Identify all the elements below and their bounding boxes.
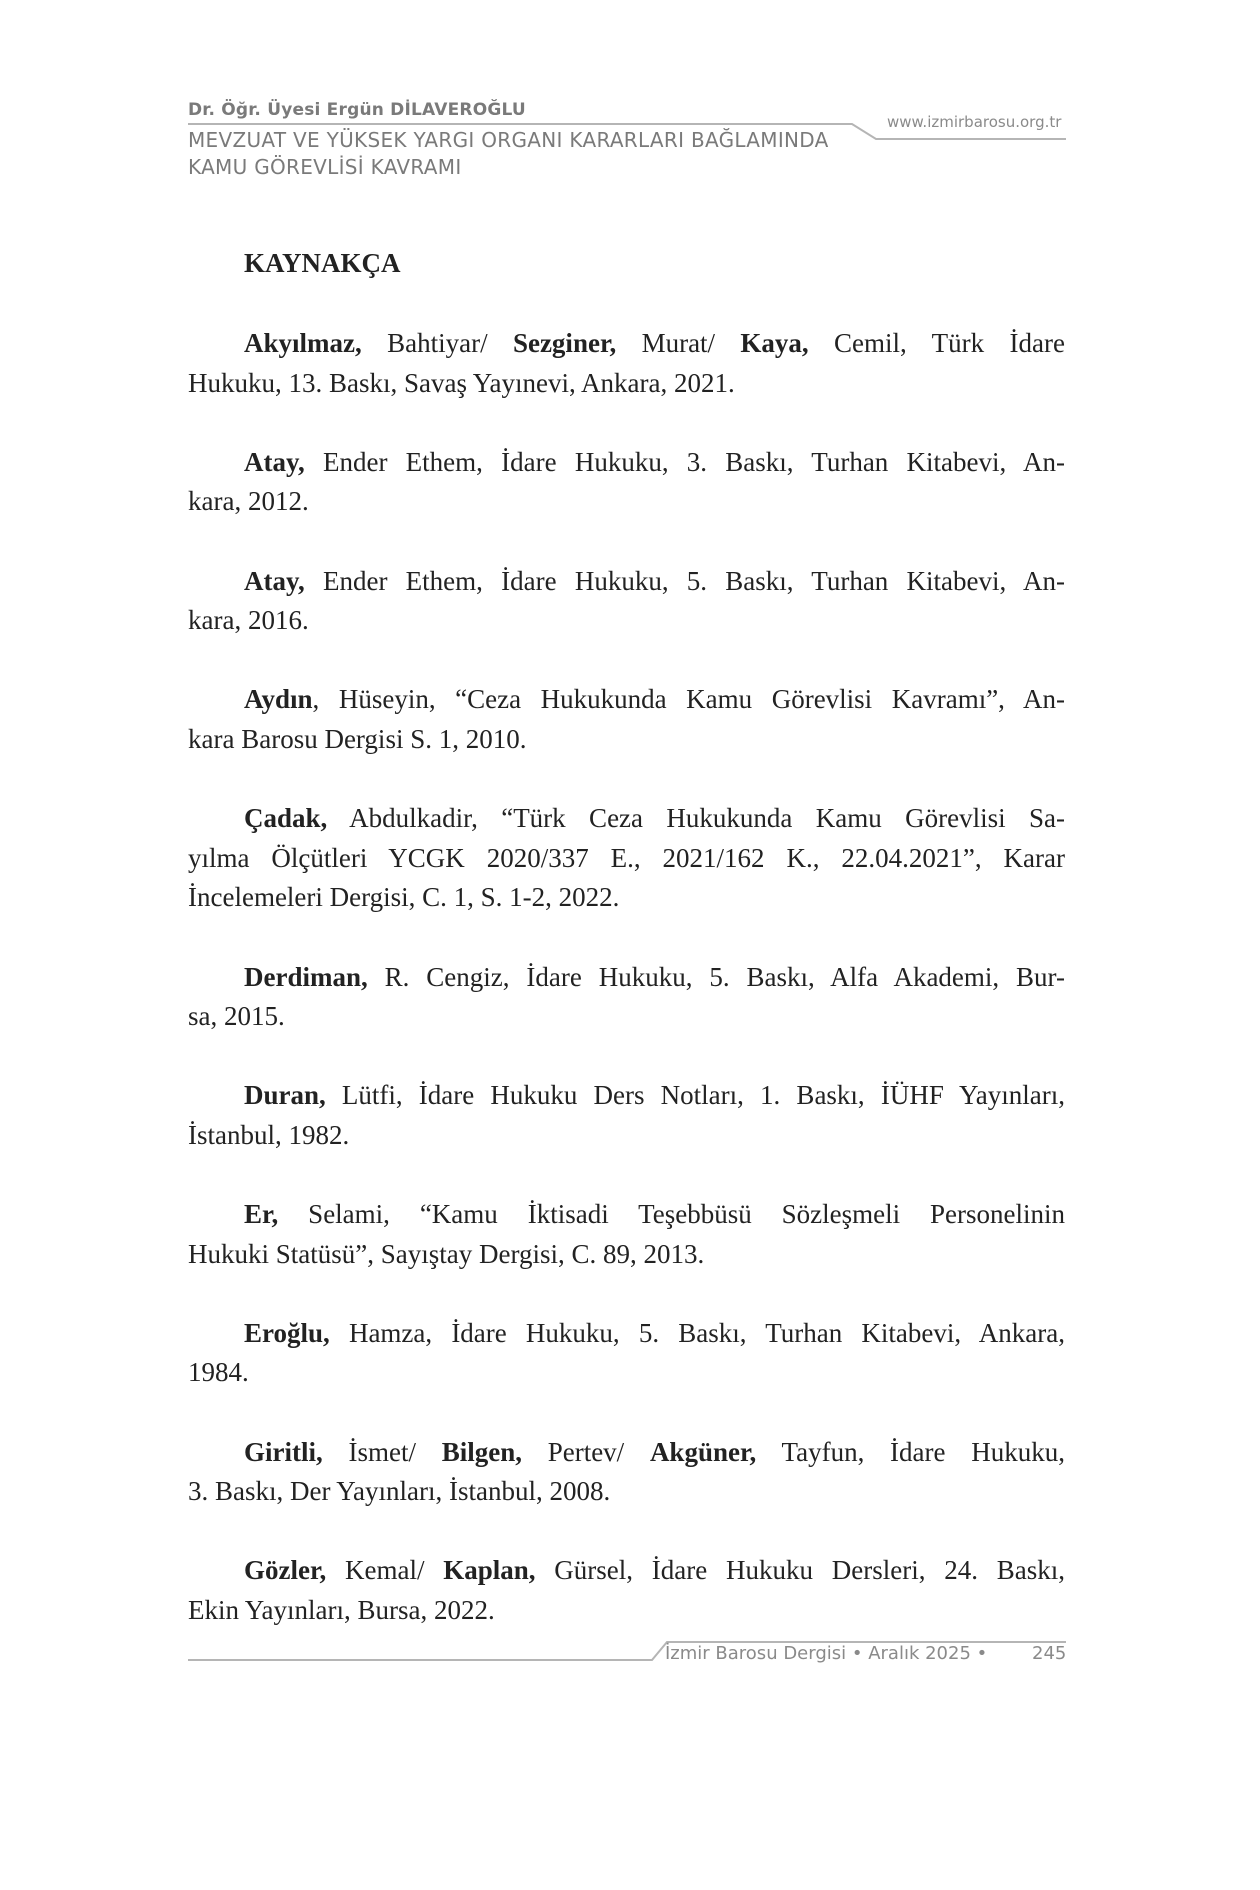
entry-text: Abdulkadir, “Türk Ceza Hukukunda Kamu Görevlisi Sa- — [327, 803, 1065, 834]
entry-text: yılma Ölçütleri YCGK 2020/337 E., 2021/162 K., 22.04.2021”, Karar — [188, 842, 1065, 873]
entry-text: Pertev/ — [521, 1436, 650, 1467]
author-surname: Eroğlu, — [244, 1317, 330, 1348]
entry-text: Ekin Yayınları, Bursa, 2022. — [188, 1595, 495, 1625]
author-surname: Bilgen, — [441, 1436, 522, 1467]
author-surname: Çadak, — [244, 803, 328, 834]
bibliography-entry — [188, 1551, 1065, 1630]
footer-journal: İzmir Barosu Dergisi • Aralık 2025 • — [665, 1643, 988, 1664]
entry-line — [188, 601, 1065, 641]
entry-text: Kemal/ — [326, 1555, 444, 1586]
entry-line — [188, 443, 1065, 483]
header-author: Dr. Öğr. Üyesi Ergün DİLAVEROĞLU — [188, 100, 526, 120]
entry-text: Ender Ethem, İdare Hukuku, 3. Baskı, Turhan Kitabevi, An- — [304, 446, 1065, 477]
bibliography-entry — [188, 324, 1065, 403]
header-title-line: MEVZUAT VE YÜKSEK YARGI ORGANI KARARLARI BAĞLAMINDA — [188, 128, 829, 152]
author-surname: Aydın — [244, 684, 313, 715]
author-surname: Atay, — [244, 446, 305, 477]
bibliography-entry — [188, 799, 1065, 918]
header-rule — [188, 124, 1066, 139]
entry-text: Cemil, Türk İdare — [808, 328, 1065, 358]
bibliography-entry — [188, 1314, 1065, 1393]
entry-text: Tayfun, İdare Hukuku, — [756, 1436, 1065, 1467]
entry-text: İsmet/ — [322, 1436, 442, 1467]
entry-line — [188, 839, 1065, 879]
bibliography-entry — [188, 680, 1065, 759]
header-url: www.izmirbarosu.org.tr — [887, 113, 1062, 131]
author-surname: Akgüner, — [649, 1436, 757, 1467]
entry-line — [188, 680, 1065, 720]
author-surname: Akyılmaz, — [244, 328, 362, 358]
entry-line — [188, 1235, 1065, 1275]
header-title-line: KAMU GÖREVLİSİ KAVRAMI — [188, 155, 462, 179]
entry-line — [188, 720, 1065, 760]
bibliography-list — [188, 324, 1065, 1670]
entry-line — [188, 958, 1065, 998]
entry-line — [188, 1314, 1065, 1354]
author-surname: Duran, — [244, 1080, 326, 1111]
bibliography-entry — [188, 1076, 1065, 1155]
bibliography-entry — [188, 958, 1065, 1037]
author-surname: Sezginer, — [512, 328, 617, 358]
author-surname: Kaplan, — [443, 1555, 536, 1586]
entry-text: Murat/ — [616, 328, 741, 358]
entry-text: Selami, “Kamu İktisadi Teşebbüsü Sözleşmeli Personelinin — [278, 1199, 1065, 1230]
entry-text: İncelemeleri Dergisi, C. 1, S. 1-2, 2022. — [188, 882, 620, 913]
entry-line — [188, 364, 1065, 404]
entry-text: , Hüseyin, “Ceza Hukukunda Kamu Görevlisi Kavramı”, An- — [312, 684, 1065, 715]
entry-text: Gürsel, İdare Hukuku Dersleri, 24. Baskı, — [535, 1555, 1065, 1586]
entry-line — [188, 1591, 1065, 1631]
entry-text: kara, 2016. — [188, 605, 309, 636]
bibliography-entry — [188, 1195, 1065, 1274]
section-title: KAYNAKÇA — [244, 248, 401, 278]
entry-text: Hamza, İdare Hukuku, 5. Baskı, Turhan Kitabevi, Ankara, — [329, 1317, 1065, 1348]
entry-text: sa, 2015. — [188, 1001, 285, 1032]
entry-text: 3. Baskı, Der Yayınları, İstanbul, 2008. — [188, 1476, 611, 1507]
entry-line — [188, 1472, 1065, 1512]
entry-text: kara Barosu Dergisi S. 1, 2010. — [188, 723, 527, 754]
entry-line — [188, 799, 1065, 839]
entry-line — [188, 1116, 1065, 1156]
entry-text: kara, 2012. — [188, 486, 309, 517]
entry-text: Ender Ethem, İdare Hukuku, 5. Baskı, Turhan Kitabevi, An- — [304, 565, 1065, 596]
entry-line — [188, 482, 1065, 522]
entry-line — [188, 1433, 1065, 1473]
entry-line — [188, 1076, 1065, 1116]
entry-line — [188, 878, 1065, 918]
entry-line — [188, 1551, 1065, 1591]
entry-text: İstanbul, 1982. — [188, 1119, 350, 1150]
author-surname: Atay, — [244, 565, 305, 596]
entry-text: 1984. — [188, 1357, 249, 1388]
bibliography-entry — [188, 562, 1065, 641]
entry-line — [188, 324, 1065, 364]
entry-text: Lütfi, İdare Hukuku Ders Notları, 1. Baskı, İÜHF Yayınları, — [325, 1080, 1065, 1111]
entry-line — [188, 1195, 1065, 1235]
entry-line — [188, 1353, 1065, 1393]
entry-text: Bahtiyar/ — [361, 328, 513, 358]
author-surname: Er, — [244, 1199, 279, 1230]
entry-line — [188, 997, 1065, 1037]
bibliography-entry — [188, 443, 1065, 522]
entry-text: Hukuki Statüsü”, Sayıştay Dergisi, C. 89, 2013. — [188, 1238, 705, 1269]
bibliography-entry — [188, 1433, 1065, 1512]
author-surname: Kaya, — [740, 328, 809, 358]
author-surname: Derdiman, — [244, 961, 368, 992]
entry-text: R. Cengiz, İdare Hukuku, 5. Baskı, Alfa Akademi, Bur- — [367, 961, 1065, 992]
author-surname: Giritli, — [244, 1436, 323, 1467]
entry-text: Hukuku, 13. Baskı, Savaş Yayınevi, Ankara, 2021. — [188, 367, 735, 398]
page-number: 245 — [1032, 1643, 1067, 1664]
entry-line — [188, 562, 1065, 602]
author-surname: Gözler, — [244, 1555, 327, 1586]
